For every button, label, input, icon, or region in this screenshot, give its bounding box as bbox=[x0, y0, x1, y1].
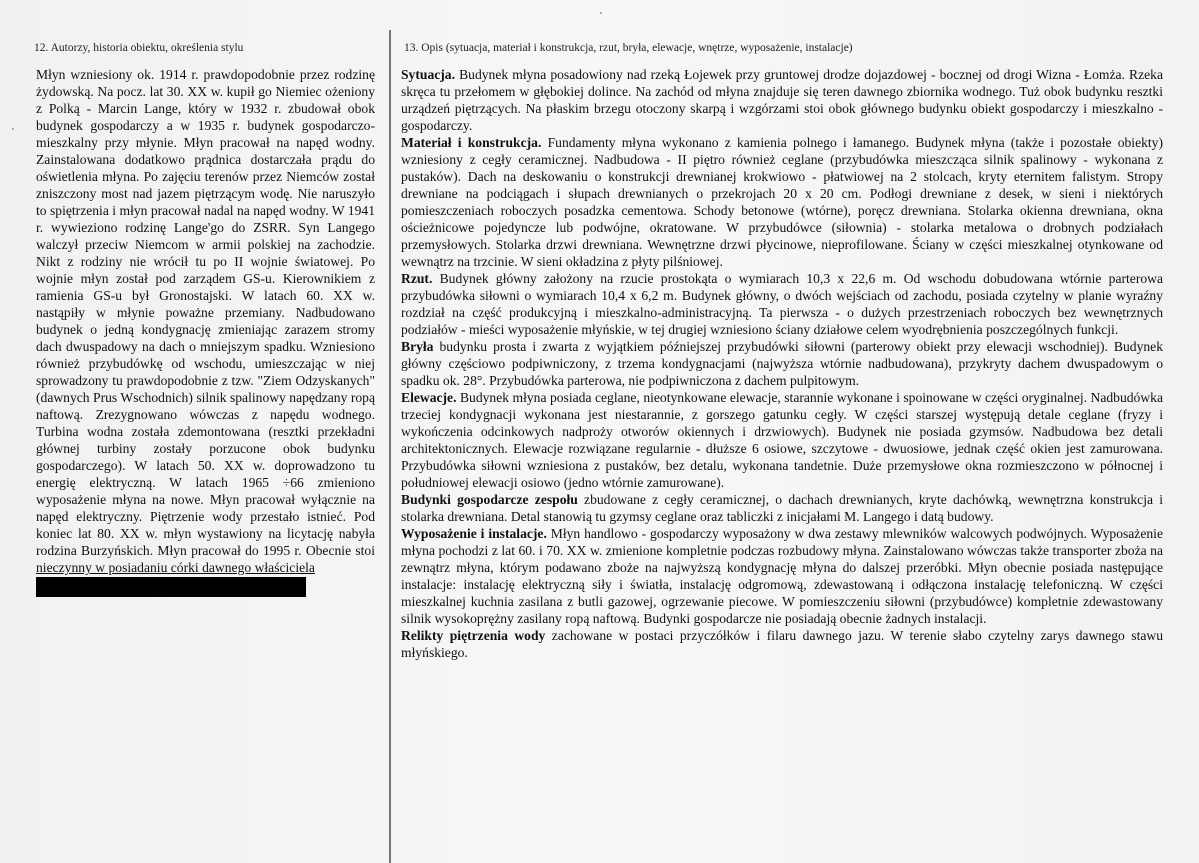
section-weir-relics bbox=[401, 627, 1163, 661]
scan-speck bbox=[600, 12, 602, 14]
section-text: Budynek młyna posadowiony nad rzeką Łojewek przy gruntowej drodze dojazdowej - bocznej od drogi Wizna - Łomża. Rzeka skręca tu przełomem w głębokiej dolince. Na zachód od młyna znajduje się teren dawnego zbiornika wodnego. Tuż obok budynku resztki urządzeń piętrzących. Na płaskim brzegu otoczony skarpą i wzgórzami stoi obok głównego budynku obiekt gospodarczy i mieszkalno - gospodarczy. bbox=[401, 67, 1163, 133]
history-underlined-text: nieczynny w posiadaniu córki dawnego właściciela bbox=[36, 560, 315, 575]
section-plan bbox=[401, 270, 1163, 338]
column-divider bbox=[389, 30, 391, 863]
section-text: zbudowane z cegły ceramicznej, o dachach drewnianych, kryte dachówką, wewnętrzna konstrukcja i stolarka drewniana. Detal stanowią tu gzymsy ceglane oraz tabliczki z inicjałami M. Langego i datą budowy. bbox=[401, 492, 1163, 524]
section-title: Bryła bbox=[401, 339, 434, 354]
section-massing bbox=[401, 338, 1163, 389]
section-title: Rzut. bbox=[401, 271, 433, 286]
section-title: Relikty piętrzenia wody bbox=[401, 628, 546, 643]
section-text: budynku prosta i zwarta z wyjątkiem późniejszej przybudówki siłowni (parterowy obiekt przy elewacji wschodniej). Budynek główny częściowo podpiwniczony, z trzema kondygnacjami (najwyższa wtórnie nadbudowana), przykryty dachem dwuspadowym o spadku ok. 28°. Przybudówka parterowa, nie podpiwniczona z dachem pulpitowym. bbox=[401, 339, 1163, 388]
section-title: Sytuacja. bbox=[401, 67, 455, 82]
section-text: Budynek główny założony na rzucie prostokąta o wymiarach 10,3 x 22,6 m. Od wschodu dobudowana wtórnie parterowa przybudówka siłowni o wymiarach 10,4 x 6,2 m. Budynek główny, o dwóch wejściach od zachodu, posiada czytelny w planie wyraźny rozdział na część produkcyjną i mieszkalno-administracyjną. Ta pierwsza - o dużych przestrzeniach roboczych bez wewnętrznych podziałów - mieści wyposażenie młyńskie, w tej drugiej wzniesiono ściany działowe celem wyodrębnienia poszczególnych funkcji. bbox=[401, 271, 1163, 337]
section-title: Budynki gospodarcze zespołu bbox=[401, 492, 578, 507]
description-column bbox=[401, 66, 1163, 661]
section-facades bbox=[401, 389, 1163, 491]
section-text: zachowane w postaci przyczółków i filaru dawnego jazu. W terenie słabo czytelny zarys dawnego stawu młyńskiego. bbox=[401, 628, 1163, 660]
section-equipment bbox=[401, 525, 1163, 627]
section-text: Młyn handlowo - gospodarczy wyposażony w dwa zestawy mlewników walcowych podwójnych. Wyposażenie młyna pochodzi z lat 60. i 70. XX w. zmienione kompletnie podczas rozbudowy młyna. Zainstalowano wówczas także transporter zboża na zewnątrz młyna, którym podawano zboże na najwyższą kondygnację młyna do dalszej przeróbki. Młyn obecnie posiada następujące instalacje: instalację elektryczną siły i światła, instalację odgromową, zdewastowaną i odłączona instalację telefoniczną. W części mieszkalnej kuchnia zasilana z butli gazowej, ogrzewanie piecowe. W pomieszczeniu siłowni (przybudówce) kompletnie zdewastowany silnik wysokoprężny zasilany ropą naftową. Budynki gospodarcze nie posiadają obecnie żadnych instalacji. bbox=[401, 526, 1163, 626]
redaction-bar bbox=[36, 577, 306, 597]
history-column bbox=[36, 66, 375, 597]
scan-speck bbox=[12, 128, 14, 130]
history-paragraph bbox=[36, 66, 375, 576]
section-situation bbox=[401, 66, 1163, 134]
section-title: Elewacje. bbox=[401, 390, 457, 405]
section-text: Fundamenty młyna wykonano z kamienia polnego i łamanego. Budynek młyna (także i pozostałe obiekty) wzniesiony z cegły ceramicznej. Nadbudowa - II piętro również ceglane (przybudówka mieszcząca silnik spalinowy - wykonana z pustaków). Dach na deskowaniu o konstrukcji drewnianej krokwiowo - płatwiowej na 2 stolcach, kryty eternitem falistym. Stropy drewniane na podciągach i słupach drewnianych o przekrojach 20 x 20 cm. Podłogi drewniane z desek, w sieni i niektórych pomieszczeniach roboczych posadzka cementowa. Schody betonowe (wtórne), poręcz drewniana. Stolarka okienna drewniana, okna ościeżnicowe pojedyncze lub podwójne, okratowane. W przybudówce (siłownia) - stolarka metalowa o drobnych podziałach przemysłowych. Stolarka drzwi drewniana. Wewnętrzne drzwi płycinowe, nieprofilowane. Ściany w części mieszkalnej otynkowane od wewnątrz na trzcinie. W sieni okładzina z płyty pilśniowej. bbox=[401, 135, 1163, 269]
right-column-header: 13. Opis (sytuacja, materiał i konstrukcja, rzut, bryła, elewacje, wnętrze, wyposażenie, instalacje) bbox=[404, 42, 853, 54]
section-title: Wyposażenie i instalacje. bbox=[401, 526, 547, 541]
section-material bbox=[401, 134, 1163, 270]
history-text: Młyn wzniesiony ok. 1914 r. prawdopodobnie przez rodzinę żydowską. Na pocz. lat 30. XX w. kupił go Niemiec ożeniony z Polką - Marcin Lange, który w 1932 r. zbudował obok budynek gospodarczy a w 1935 r. budynek gospodarczo-mieszkalny przy młynie. Młyn pracował na napęd wodny. Zainstalowana dodatkowo prądnica dostarczała prądu do oświetlenia młyna. Po zajęciu terenów przez Niemców został zniszczony most nad jazem piętrzącym wodę. Nie naruszyło to spiętrzenia i młyn pracował nadal na napęd wodny. W 1941 r. wywieziono rodzinę Lange'go do ZSRR. Syn Langego walczył przeciw Niemcom w armii polskiej na zachodzie. Nikt z rodziny nie wrócił tu po II wojnie światowej. Po wojnie młyn został pod zarządem GS-u. Kierownikiem z ramienia GS-u był Gronostajski. W latach 60. XX w. nastąpiły w młynie poważne przemiany. Nadbudowano budynek o jedną kondygnację zmieniając zarazem stromy dach dwuspadowy na dach o mniejszym spadku. Wzniesiono również przybudówkę od wschodu, umieszczając w niej sprowadzony tu prawdopodobnie z tzw. "Ziem Odzyskanych" (dawnych Prus Wschodnich) silnik spalinowy napędzany ropą naftową. Zrezygnowano wówczas z napędu wodnego. Turbina wodna została zdemontowana (resztki przekładni głównej turbiny zostały porzucone obok budynku gospodarczego). W latach 50. XX w. doprowadzono tu energię elektryczną. W latach 1965 ÷66 zmieniono wyposażenie młyna na nowe. Młyn pracował wyłącznie na napęd elektryczny. Piętrzenie wody przestało istnieć. Pod koniec lat 80. XX w. młyn wystawiony na licytację nabyła rodzina Burzyńskich. Młyn pracował do 1995 r. Obecnie stoi bbox=[36, 67, 375, 558]
section-text: Budynek młyna posiada ceglane, nieotynkowane elewacje, starannie wykonane i spoinowane w części oryginalnej. Nadbudówka trzeciej kondygnacji wykonana jest niestarannie, z gorszego gatunku cegły. W części starszej występują detale ceglane (fryzy i wykończenia odcinkowych nadproży otworów okiennych i drzwiowych). Budynek nie posiada gzymsów. Nadbudowa bez detali architektonicznych. Elewacje rozwiązane regularnie - dłuższe 6 osiowe, szczytowe - dwuosiowe, jednak część okien jest zamurowana. Przybudówka siłowni wzniesiona z pustaków, bez detalu, wykonana tandetnie. Duże przemysłowe okna rozmieszczono w północnej i południowej elewacji osiowo (jedno wtórnie zamurowane). bbox=[401, 390, 1163, 490]
left-column-header: 12. Autorzy, historia obiektu, określenia stylu bbox=[34, 42, 244, 54]
section-title: Materiał i konstrukcja. bbox=[401, 135, 542, 150]
section-farm-buildings bbox=[401, 491, 1163, 525]
